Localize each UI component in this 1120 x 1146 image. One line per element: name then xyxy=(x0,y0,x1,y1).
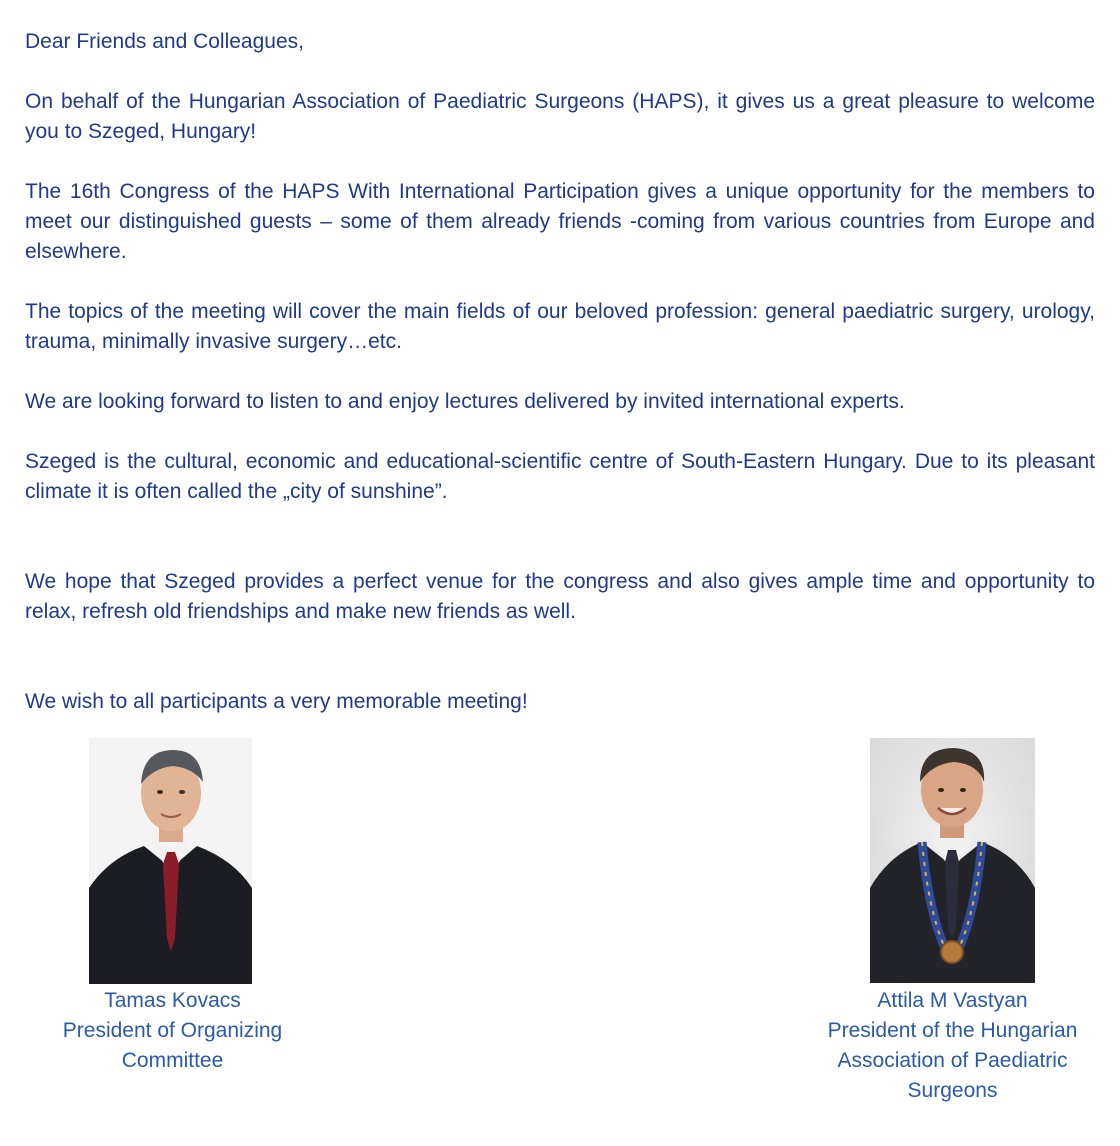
portrait-photo-icon xyxy=(89,738,252,984)
signatory-name: Tamas Kovacs xyxy=(104,989,241,1012)
portrait-photo-icon xyxy=(870,738,1035,983)
portrait-photo-attila-vastyan xyxy=(870,738,1035,983)
letter-paragraph-welcome: On behalf of the Hungarian Association of Paediatric Surgeons (HAPS), it gives us a great pleasure to welcome you to Szeged, Hungary! xyxy=(25,90,1095,143)
signatory-name: Attila M Vastyan xyxy=(877,989,1028,1012)
letter-paragraph-lectures: We are looking forward to listen to and enjoy lectures delivered by invited international experts. xyxy=(25,390,905,413)
signatory-caption-right xyxy=(805,986,1100,1106)
signatory-title-line: Association of Paediatric xyxy=(837,1049,1068,1072)
signatory-title-line: President of the Hungarian xyxy=(827,1019,1078,1042)
signatory-title-line: Committee xyxy=(121,1049,224,1072)
letter-greeting: Dear Friends and Colleagues, xyxy=(25,30,304,53)
letter-paragraph-szeged: Szeged is the cultural, economic and educational-scientific centre of South-Eastern Hungary. Due to its pleasant climate it is often called the „city of sunshine”. xyxy=(25,450,1095,503)
letter-paragraph-congress: The 16th Congress of the HAPS With International Participation gives a unique opportunity for the members to meet our distinguished guests – some of them already friends -coming from various countries from Europe and elsewhere. xyxy=(25,180,1095,263)
signatory-title-line: President of Organizing xyxy=(62,1019,283,1042)
signatory-title-line: Surgeons xyxy=(907,1079,998,1102)
letter-paragraph-topics: The topics of the meeting will cover the main fields of our beloved profession: general paediatric surgery, urology, trauma, minimally invasive surgery…etc. xyxy=(25,300,1095,353)
signatory-caption-left xyxy=(40,986,305,1076)
portrait-photo-tamas-kovacs xyxy=(89,738,252,984)
letter-paragraph-closing: We wish to all participants a very memorable meeting! xyxy=(25,690,528,713)
letter-paragraph-venue: We hope that Szeged provides a perfect venue for the congress and also gives ample time and opportunity to relax, refresh old friendships and make new friends as well. xyxy=(25,570,1095,623)
